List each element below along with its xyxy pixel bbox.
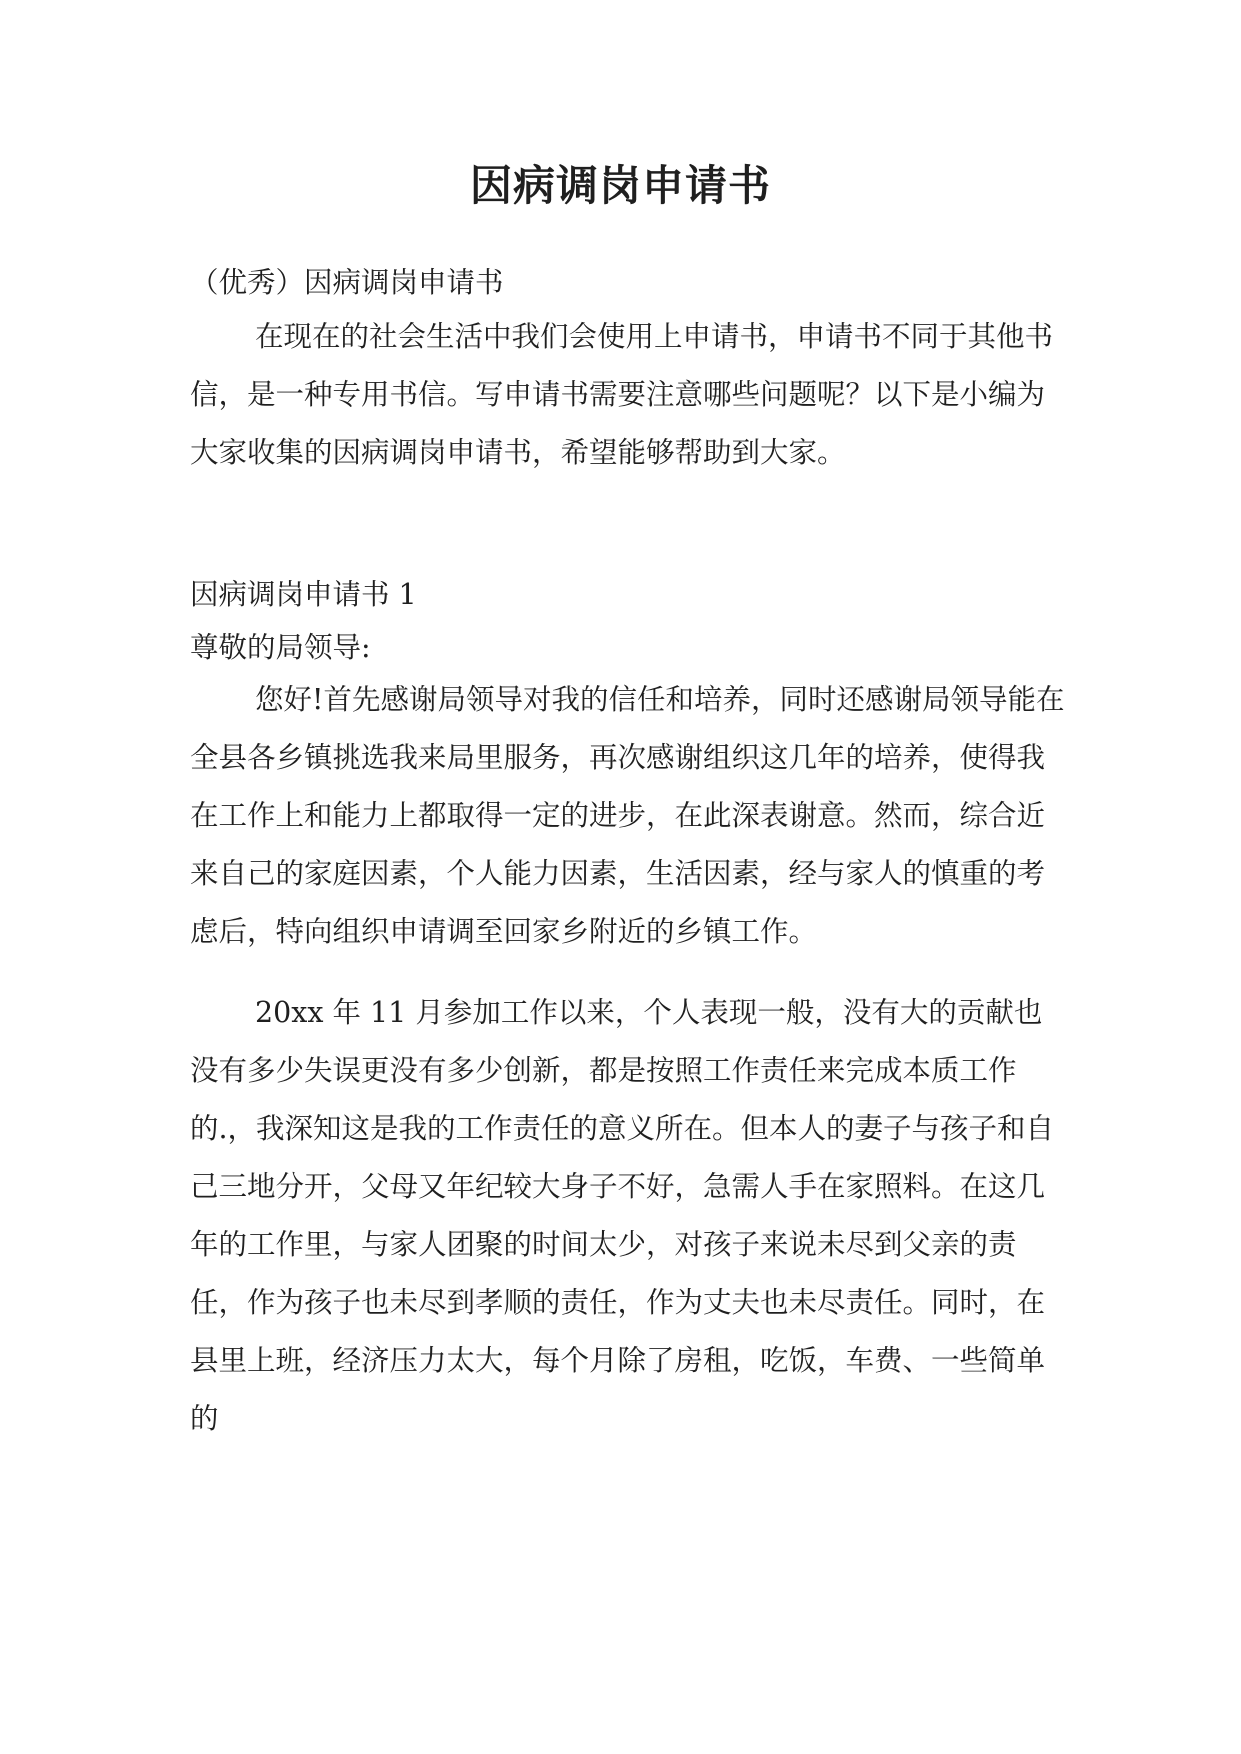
document-subtitle: （优秀）因病调岗申请书 [190,266,504,299]
section-heading: 因病调岗申请书 1 [190,578,417,611]
intro-paragraph: 在现在的社会生活中我们会使用上申请书，申请书不同于其他书信，是一种专用书信。写申请书需要注意哪些问题呢？以下是小编为大家收集的因病调岗申请书，希望能够帮助到大家。 [190,320,1054,469]
body-paragraph-2: 20xx 年 11 月参加工作以来，个人表现一般，没有大的贡献也没有多少失误更没有多少创新，都是按照工作责任来完成本质工作的.，我深知这是我的工作责任的意义所在。但本人的妻子与孩子和自己三地分开，父母又年纪较大身子不好，急需人手在家照料。在这几年的工作里，与家人团聚的时间太少，对孩子来说未尽到父亲的责任，作为孩子也未尽到孝顺的责任，作为丈夫也未尽责任。同时，在县里上班，经济压力太大，每个月除了房租，吃饭，车费、一些简单的 [190,996,1055,1435]
body-paragraph-1: 您好!首先感谢局领导对我的信任和培养，同时还感谢局领导能在全县各乡镇挑选我来局里服务，再次感谢组织这几年的培养，使得我在工作上和能力上都取得一定的进步，在此深表谢意。然而，综合近来自己的家庭因素，个人能力因素，生活因素，经与家人的慎重的考虑后，特向组织申请调至回家乡附近的乡镇工作。 [190,683,1065,948]
document-title: 因病调岗申请书 [469,161,771,210]
salutation: 尊敬的局领导: [190,631,371,664]
